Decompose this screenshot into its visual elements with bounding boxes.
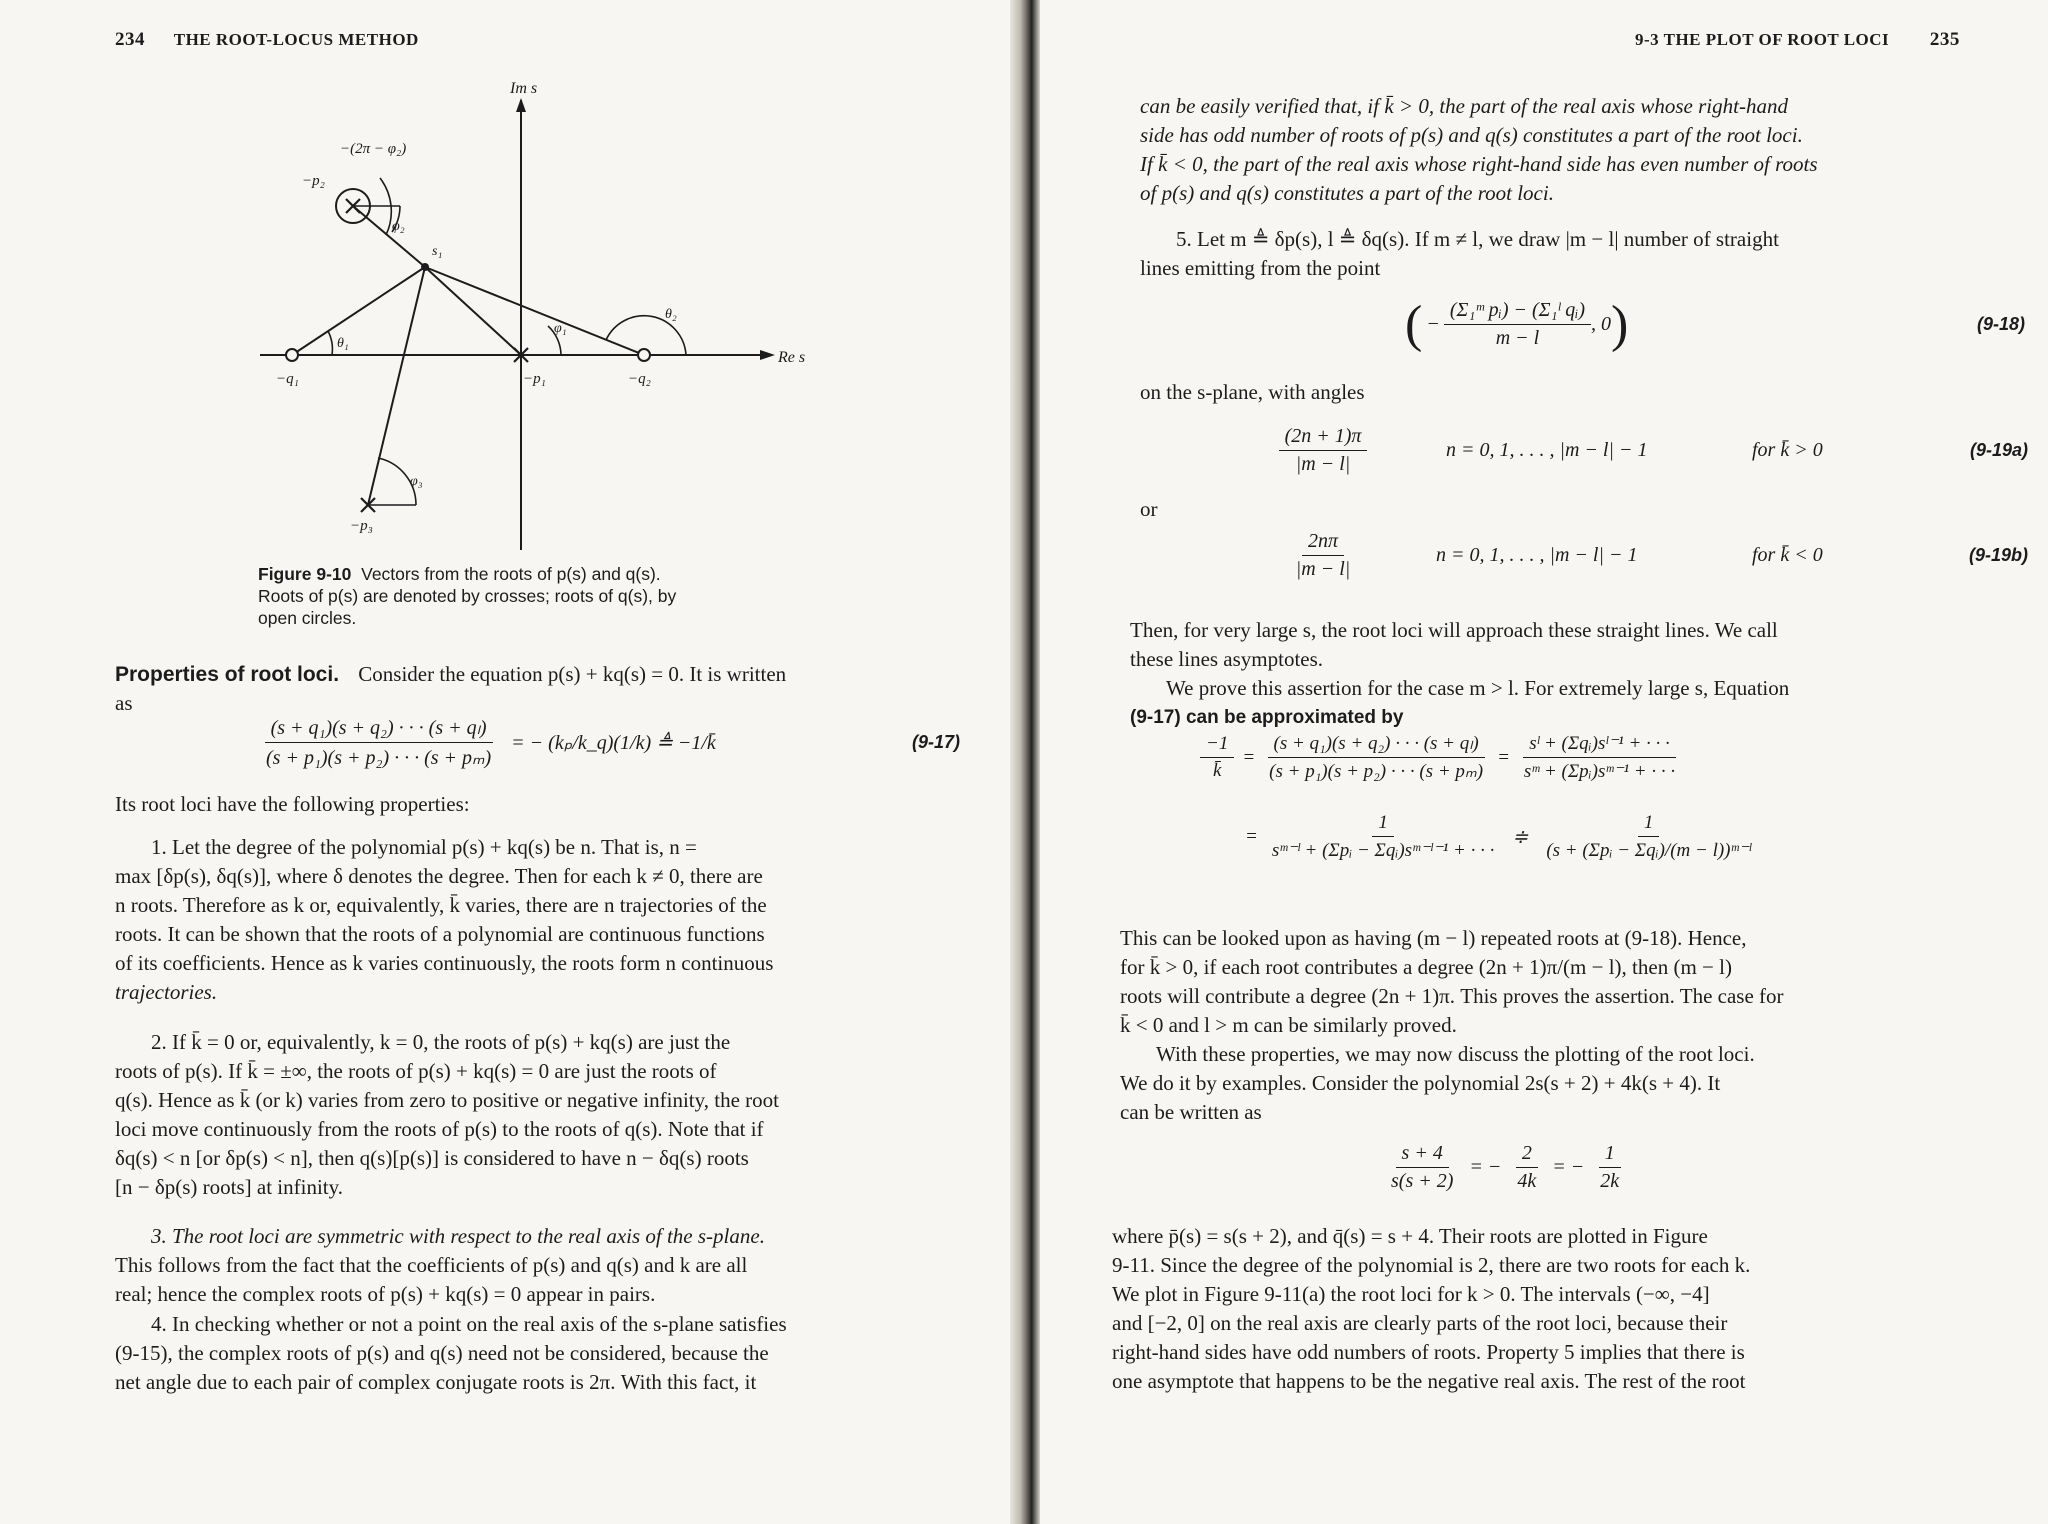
page-header-right (1635, 29, 1960, 51)
eqbig-l2-left (1266, 812, 1501, 862)
repeated-roots-paragraph (1120, 924, 2000, 1127)
item-1-line: trajectories. (115, 980, 218, 1004)
eq917-rhs: = − (kₚ/k_q)(1/k) ≜ −1/k̄ (511, 732, 716, 754)
eq917-fraction (260, 715, 497, 770)
item-1-line: 1. Let the degree of the polynomial p(s) + kq(s) be n. That is, n = (151, 835, 697, 859)
eqbig-l2-num: 1 (1372, 812, 1394, 837)
asymptotes-paragraph (1130, 616, 2015, 732)
ex-n1: s + 4 (1396, 1142, 1449, 1168)
example-paragraph (1112, 1222, 2000, 1396)
eqbig-lhs-den: k̄ (1212, 760, 1222, 781)
label-s1: s₁ (432, 244, 443, 259)
item-1-line: max [δp(s), δq(s)], where δ denotes the degree. Then for each k ≠ 0, there are (115, 864, 763, 888)
ex-d1: s(s + 2) (1391, 1170, 1454, 1192)
item-2-line: loci move continuously from the roots of p(s) to the roots of q(s). Note that if (115, 1117, 764, 1141)
equation-9-19b (1248, 530, 2028, 581)
this-line: can be written as (1120, 1100, 1262, 1124)
on-splane-line: on the s-plane, with angles (1140, 380, 1365, 404)
eqbig-lhs-num: −1 (1200, 733, 1234, 758)
properties-intro-2: as (115, 691, 133, 715)
top-paragraph (1140, 92, 2015, 208)
eqbig-l2-div: ≑ (1512, 826, 1529, 848)
zero-q1 (286, 349, 298, 361)
item-4-line: 4. In checking whether or not a point on the real axis of the s-plane satisfies (151, 1312, 787, 1336)
this-line: k̄ < 0 and l > m can be similarly proved. (1120, 1013, 1457, 1037)
eq919a-condition: n = 0, 1, . . . , |m − l| − 1 (1446, 439, 1648, 461)
top-line: can be easily verified that, if k̄ > 0, the part of the real axis whose right-hand (1140, 94, 1788, 118)
vector-p1 (425, 267, 521, 355)
then-line: Then, for very large s, the root loci will approach these straight lines. We call (1130, 618, 1778, 642)
ex-d2: 4k (1517, 1170, 1537, 1192)
label-phi3: φ₃ (410, 474, 423, 489)
eqbig-mid (1263, 732, 1489, 783)
vector-p2 (353, 206, 425, 267)
label-p3: −p₃ (350, 518, 373, 534)
bottom-line: one asymptote that happens to be the negative real axis. The rest of the root (1112, 1369, 1746, 1393)
zero-q2 (638, 349, 650, 361)
item-4 (115, 1310, 945, 1397)
equation-example: $\frac{s + 4}{s(s + 2)}$ = − $\frac{2}{4k}$ = − $\frac{1}{2k}$ (1385, 1142, 1625, 1193)
this-line: This can be looked upon as having (m − l) repeated roots at (9-18). Hence, (1120, 926, 1747, 950)
item-3-line: This follows from the fact that the coefficients of p(s) and q(s) and k are all (115, 1253, 748, 1277)
eq919a-for: for k̄ > 0 (1752, 439, 1823, 461)
eq919b-numerator: 2nπ (1302, 530, 1344, 556)
label-q1: −q₁ (276, 371, 299, 387)
eq917-number: (9-17) (911, 732, 960, 752)
item-2-line: q(s). Hence as k̄ (or k) varies from zero to positive or negative infinity, the root (115, 1088, 780, 1112)
this-line: roots will contribute a degree (2n + 1)π. This proves the assertion. The case for (1120, 984, 1784, 1008)
eqbig-mid-num: (s + q₁)(s + q₂) · · · (s + qₗ) (1268, 732, 1485, 758)
ex-n2: 2 (1516, 1142, 1538, 1168)
ex-frac-1 (1385, 1142, 1459, 1193)
label-im-s: Im s (510, 80, 538, 97)
label-q2: −q₂ (628, 371, 651, 387)
top-line: If k̄ < 0, the part of the real axis whose right-hand side has even number of roots (1140, 152, 1818, 176)
vector-p3 (368, 267, 425, 505)
right-page (1040, 0, 2048, 1524)
properties-intro: Consider the equation p(s) + kq(s) = 0. It is written (358, 662, 787, 686)
item-1 (115, 833, 945, 1007)
label-re-s: Re s (778, 349, 806, 366)
equation-asymptote-line1: $\frac{-1}{k̄}$ = $\frac{\text{(s + q₁)(s + q₂) · · · (s + qₗ)}}{\text{(s + p₁)(s + p₂) · · · (s + pₘ)}}$ = $\frac{\text{sˡ + (Σqᵢ)sˡ⁻¹ + · · ·}}{\text{sᵐ + (Σpᵢ)sᵐ⁻¹ + · · ·}}$ (1200, 732, 2020, 783)
bottom-line: We plot in Figure 9-11(a) the root loci for k > 0. The intervals (−∞, −4] (1112, 1282, 1710, 1306)
eqbig-l2-right (1540, 812, 1757, 862)
eq919b-fraction (1248, 530, 1398, 581)
properties-heading: Properties of root loci. (115, 663, 340, 686)
figure-caption (258, 563, 818, 629)
running-head: 9-3 THE PLOT OF ROOT LOCI (1635, 30, 1890, 49)
bottom-line: and [−2, 0] on the real axis are clearly parts of the root loci, because their (1112, 1311, 1728, 1335)
this-line: for k̄ > 0, if each root contributes a degree (2n + 1)π/(m − l), then (m − l) (1120, 955, 1732, 979)
properties-paragraph (115, 660, 945, 718)
label-2pi-minus-phi2: −(2π − φ₂) (340, 141, 407, 157)
label-p1: −p₁ (523, 371, 546, 387)
this-line: With these properties, we may now discuss the plotting of the root loci. (1156, 1042, 1755, 1066)
item-3-line: 3. The root loci are symmetric with respect to the real axis of the s-plane. (151, 1224, 765, 1248)
eq918-fraction (1444, 299, 1591, 350)
left-page (0, 0, 1010, 1524)
eq918-tail: , 0 (1591, 313, 1612, 335)
label-theta2: θ₂ (665, 307, 677, 322)
eq918-denominator: m − l (1495, 327, 1540, 349)
running-head: THE ROOT-LOCUS METHOD (173, 30, 419, 49)
item-4-line: net angle due to each pair of complex conjugate roots is 2π. With this fact, it (115, 1370, 757, 1394)
item-1-line: of its coefficients. Hence as k varies continuously, the roots form n continuous (115, 951, 774, 975)
arc-phi3 (368, 458, 416, 505)
page-number: 235 (1929, 29, 1960, 50)
label-phi1: φ₁ (554, 321, 567, 336)
arc-theta1 (328, 331, 332, 355)
equation-asymptote-line2: = $\frac{1}{\text{sᵐ⁻ˡ + (Σpᵢ − Σqᵢ)sᵐ⁻ˡ⁻¹ + · · ·}}$ ≑ $\frac{1}{\text{(s + (Σpᵢ − Σqᵢ)/(m − l))ᵐ⁻ˡ}}$ (1245, 812, 2025, 862)
eqbig-mid-den: (s + p₁)(s + p₂) · · · (s + pₘ) (1269, 761, 1484, 782)
equation-9-19a (1248, 425, 2028, 476)
imaginary-axis-arrow (516, 98, 526, 112)
item-5-line: lines emitting from the point (1140, 256, 1381, 280)
eq917-numerator: (s + q₁)(s + q₂) · · · (s + qₗ) (265, 715, 493, 743)
eq917-denominator: (s + p₁)(s + p₂) · · · (s + pₘ) (266, 747, 492, 769)
then-line: these lines asymptotes. (1130, 647, 1324, 671)
page-number: 234 (115, 29, 145, 50)
eqbig-l2-r-num: 1 (1638, 812, 1660, 837)
eq919a-number: (9-19a) (1969, 440, 2028, 460)
then-line: We prove this assertion for the case m > l. For extremely large s, Equation (1166, 676, 1790, 700)
item-1-line: n roots. Therefore as k or, equivalently, k̄ varies, there are n trajectories of the (115, 893, 767, 917)
ex-d3: 2k (1600, 1170, 1620, 1192)
eqbig-l2-r-den: (s + (Σpᵢ − Σqᵢ)/(m − l))ᵐ⁻ˡ (1546, 840, 1752, 861)
properties-list-intro: Its root loci have the following properties: (115, 792, 470, 816)
equation-9-17 (260, 715, 960, 770)
bottom-line: right-hand sides have odd numbers of roots. Property 5 implies that there is (1112, 1340, 1745, 1364)
eq919b-for: for k̄ < 0 (1752, 544, 1823, 566)
label-phi2: φ₂ (392, 219, 405, 234)
eq919a-numerator: (2n + 1)π (1279, 425, 1368, 451)
page-header-left (115, 29, 419, 51)
caption-line-3: open circles. (258, 608, 357, 628)
item-5-line: 5. Let m ≜ δp(s), l ≜ δq(s). If m ≠ l, we draw |m − l| number of straight (1176, 227, 1779, 251)
eqbig-l2-den: sᵐ⁻ˡ + (Σpᵢ − Σqᵢ)sᵐ⁻ˡ⁻¹ + · · · (1271, 840, 1495, 861)
vector-q1 (292, 267, 425, 355)
real-axis-arrow (760, 350, 775, 360)
item-2-line: roots of p(s). If k̄ = ±∞, the roots of p(s) + kq(s) = 0 are just the roots of (115, 1059, 717, 1083)
eqbig-right-num: sˡ + (Σqᵢ)sˡ⁻¹ + · · · (1523, 732, 1676, 758)
figure-9-10 (240, 60, 806, 560)
item-4-line: (9-15), the complex roots of p(s) and q(s) need not be considered, because the (115, 1341, 769, 1365)
eq919b-number: (9-19b) (1968, 545, 2028, 565)
point-s1 (421, 263, 429, 271)
eq918-number: (9-18) (1976, 314, 2025, 334)
eq919a-fraction (1248, 425, 1398, 476)
item-3 (115, 1222, 945, 1309)
item-3-line: real; hence the complex roots of p(s) + kq(s) = 0 appear in pairs. (115, 1282, 656, 1306)
ex-frac-2 (1511, 1142, 1542, 1193)
this-line: We do it by examples. Consider the polynomial 2s(s + 2) + 4k(s + 4). It (1120, 1071, 1721, 1095)
caption-line-2: Roots of p(s) are denoted by crosses; roots of q(s), by (258, 586, 677, 606)
top-line: side has odd number of roots of p(s) and q(s) constitutes a part of the root loci. (1140, 123, 1803, 147)
eqbig-right (1518, 732, 1681, 783)
or-word: or (1140, 497, 1158, 521)
item-2-line: [n − δp(s) roots] at infinity. (115, 1175, 344, 1199)
ex-frac-3 (1594, 1142, 1625, 1193)
bottom-line: where p̄(s) = s(s + 2), and q̄(s) = s + 4. Their roots are plotted in Figure (1112, 1224, 1708, 1248)
eq919a-denominator: |m − l| (1295, 453, 1351, 475)
eq919b-condition: n = 0, 1, . . . , |m − l| − 1 (1436, 544, 1638, 566)
top-line: of p(s) and q(s) constitutes a part of the root loci. (1140, 181, 1554, 205)
label-theta1: θ₁ (337, 336, 349, 351)
item-2 (115, 1028, 945, 1202)
bottom-line: 9-11. Since the degree of the polynomial is 2, there are two roots for each k. (1112, 1253, 1751, 1277)
vector-q2 (425, 267, 644, 355)
eq918-numerator: (Σ₁ᵐ pᵢ) − (Σ₁ˡ qᵢ) (1444, 299, 1591, 325)
eq919b-denominator: |m − l| (1295, 558, 1351, 580)
item-1-line: roots. It can be shown that the roots of a polynomial are continuous functions (115, 922, 765, 946)
item-2-line: 2. If k̄ = 0 or, equivalently, k = 0, the roots of p(s) + kq(s) are just the (151, 1030, 731, 1054)
then-line: (9-17) can be approximated by (1130, 707, 1404, 728)
item-5 (1140, 225, 2015, 283)
eqbig-right-den: sᵐ + (Σpᵢ)sᵐ⁻¹ + · · · (1523, 761, 1676, 782)
book-gutter (1010, 0, 1040, 1524)
item-2-line: δq(s) < n [or δp(s) < n], then q(s)[p(s)] is considered to have n − δq(s) roots (115, 1146, 749, 1170)
ex-n3: 1 (1599, 1142, 1621, 1168)
label-p2: −p₂ (302, 173, 325, 189)
equation-9-18: ( − $\frac{\text{(Σ₁ᵐ pᵢ) − (Σ₁ˡ qᵢ)}}{m - l}$ , 0 ) (9-18) (1405, 296, 2025, 353)
eqbig-lhs (1200, 733, 1234, 782)
caption-line-1: Vectors from the roots of p(s) and q(s). (361, 564, 661, 584)
caption-label: Figure 9-10 (258, 564, 352, 584)
